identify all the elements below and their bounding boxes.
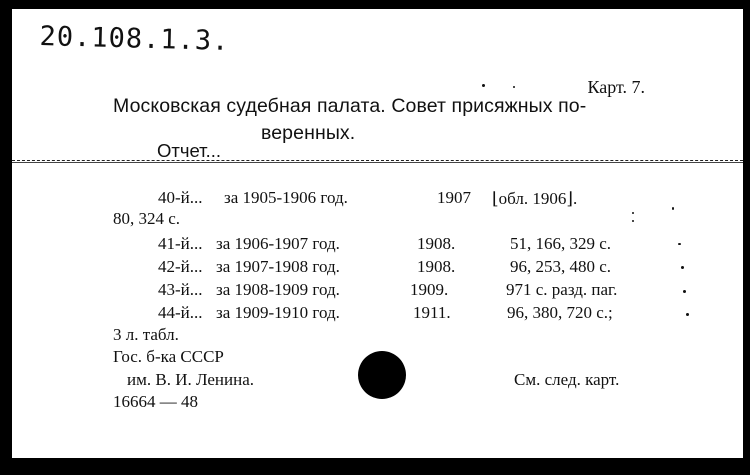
scan-speck (686, 313, 689, 316)
entry-edition: 41-й... (158, 234, 203, 253)
scan-speck (678, 243, 681, 245)
card-number-label: Карт. 7. (587, 77, 645, 97)
scan-speck (683, 290, 686, 293)
entry-period: за 1906-1907 год. (216, 234, 340, 253)
divider-line-solid (12, 162, 743, 163)
scan-speck (482, 84, 485, 87)
catalog-card (12, 9, 743, 458)
entry-year: 1907 (437, 188, 471, 207)
entry-edition: 40-й... (158, 188, 203, 207)
see-next-card-note: См. след. карт. (514, 370, 620, 389)
entry-year: 1908. (417, 257, 456, 276)
entry-pages: 96, 253, 480 с. (510, 257, 612, 276)
entry-continuation: 3 л. табл. (113, 325, 179, 344)
heading (113, 93, 658, 147)
entry-pages: 971 с. разд. паг. (506, 280, 618, 299)
scan-speck (632, 220, 634, 222)
scan-speck (632, 212, 634, 214)
inventory-number: 16664 — 48 (113, 392, 198, 411)
scan-speck (681, 266, 684, 269)
entry-edition: 42-й... (158, 257, 203, 276)
subtitle: Отчет... (157, 140, 222, 161)
entry-period: за 1907-1908 год. (216, 257, 340, 276)
heading-line-2: веренных. (261, 122, 356, 144)
entry-pages: ⌊обл. 1906⌋. (492, 189, 578, 208)
entry-period: за 1905-1906 год. (224, 188, 348, 207)
call-number: 20.108.1.3. (39, 21, 230, 57)
entry-year: 1911. (413, 303, 451, 322)
library-name: Гос. б-ка СССР (113, 347, 224, 366)
entry-edition: 43-й... (158, 280, 203, 299)
entry-pages: 51, 166, 329 с. (510, 234, 612, 253)
entry-edition: 44-й... (158, 303, 203, 322)
entry-period: за 1909-1910 год. (216, 303, 340, 322)
library-dedication: им. В. И. Ленина. (127, 370, 255, 389)
entry-continuation: 80, 324 с. (113, 209, 181, 228)
divider-line (12, 160, 743, 161)
heading-line-1: Московская судебная палата. Совет присяжных по- (113, 95, 587, 117)
scan-speck (672, 207, 674, 210)
scan-speck (513, 86, 515, 88)
entry-pages: 96, 380, 720 с.; (507, 303, 613, 322)
ink-stamp (358, 351, 406, 399)
entry-period: за 1908-1909 год. (216, 280, 340, 299)
entry-year: 1909. (410, 280, 449, 299)
entry-year: 1908. (417, 234, 456, 253)
